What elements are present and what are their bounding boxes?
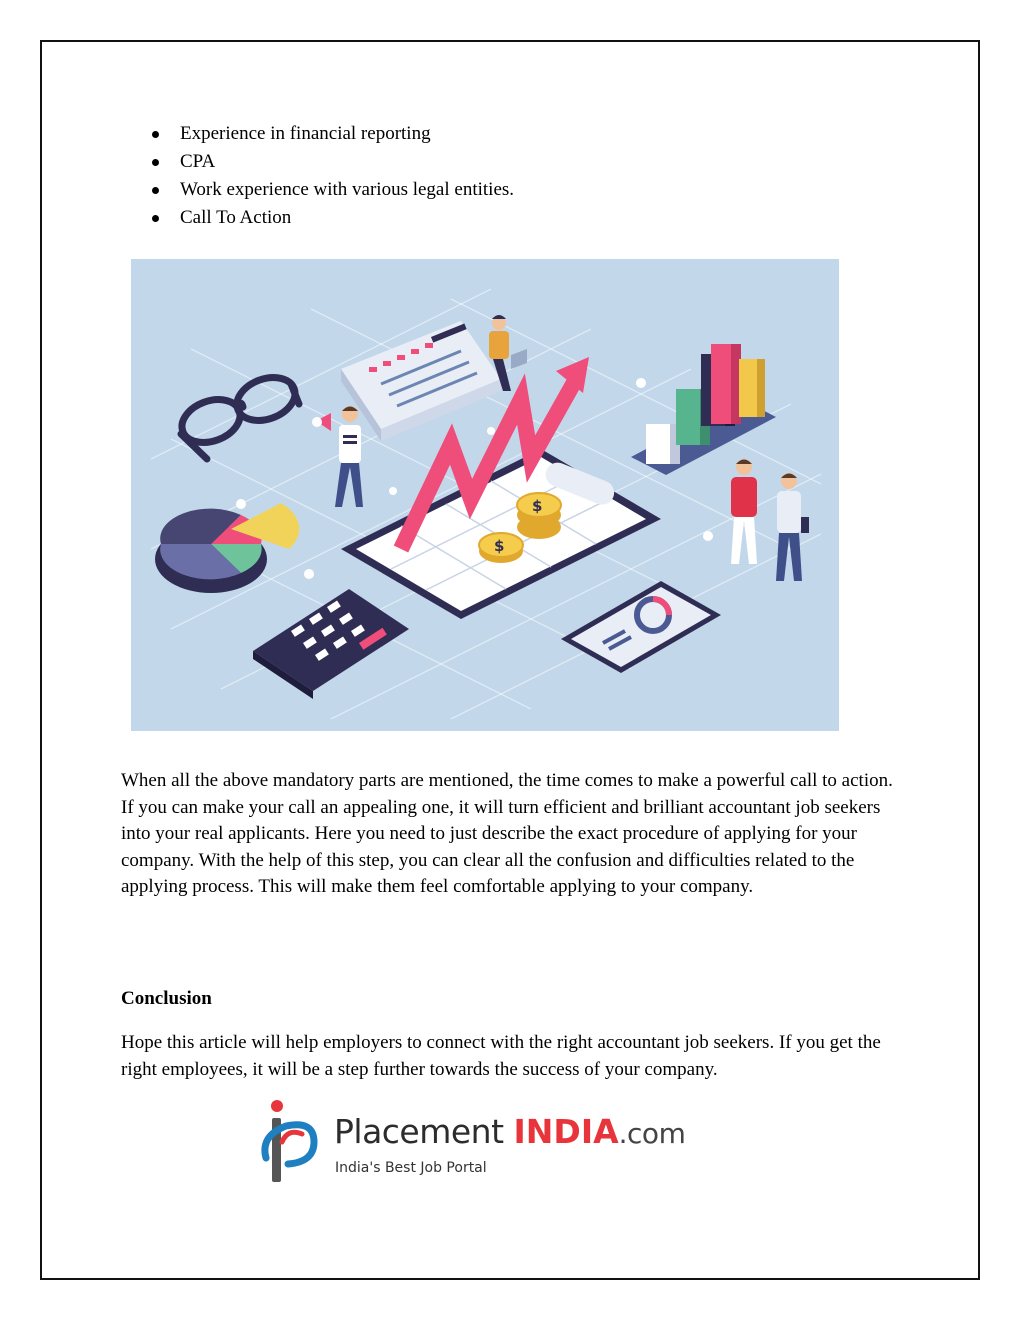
list-item xyxy=(140,204,514,232)
placement-india-logo xyxy=(258,1098,686,1190)
accounting-illustration xyxy=(131,259,839,731)
person-icon xyxy=(312,406,363,507)
list-item xyxy=(140,176,514,204)
svg-text:$: $ xyxy=(494,537,505,555)
bullet-icon xyxy=(152,131,159,138)
logo-word-main: Placement xyxy=(334,1112,514,1151)
document-icon xyxy=(341,321,501,441)
eyeglasses-icon xyxy=(176,370,301,459)
bullet-icon xyxy=(152,215,159,222)
person-icon xyxy=(776,473,809,581)
list-item xyxy=(140,148,514,176)
requirements-list xyxy=(140,120,514,232)
logo-mark-icon xyxy=(258,1098,328,1190)
body-paragraph: When all the above mandatory parts are mentioned, the time comes to make a powerful call to action. If you can make your call an appealing one, it will turn efficient and brilliant accountant job seekers into your real applicants. Here you need to just describe the exact procedure of applying for your company. With the help of this step, you can clear all the confusion and difficulties related to the applying process. This will make them feel comfortable applying to your company. xyxy=(121,770,893,897)
logo-tagline: India's Best Job Portal xyxy=(335,1160,487,1176)
logo-word-suffix: .com xyxy=(618,1117,686,1150)
conclusion-paragraph: Hope this article will help employers to connect with the right accountant job seekers. If you get the right employees, it will be a step further towards the success of your company. xyxy=(121,1032,881,1080)
logo-word-accent: INDIA xyxy=(513,1112,619,1151)
person-icon xyxy=(731,459,757,564)
list-item-text: Experience in financial reporting xyxy=(180,123,431,144)
list-item-text: CPA xyxy=(180,151,216,172)
bar-chart-icon xyxy=(631,344,776,475)
smartphone-icon xyxy=(561,581,721,673)
logo-wordmark xyxy=(334,1112,685,1151)
calculator-icon xyxy=(253,589,409,699)
bullet-icon xyxy=(152,187,159,194)
bullet-icon xyxy=(152,159,159,166)
list-item-text: Call To Action xyxy=(180,207,292,228)
svg-text:$: $ xyxy=(532,497,543,515)
list-item xyxy=(140,120,514,148)
conclusion-heading: Conclusion xyxy=(121,988,212,1009)
list-item-text: Work experience with various legal entities. xyxy=(180,179,515,200)
pie-chart-icon xyxy=(155,503,299,593)
